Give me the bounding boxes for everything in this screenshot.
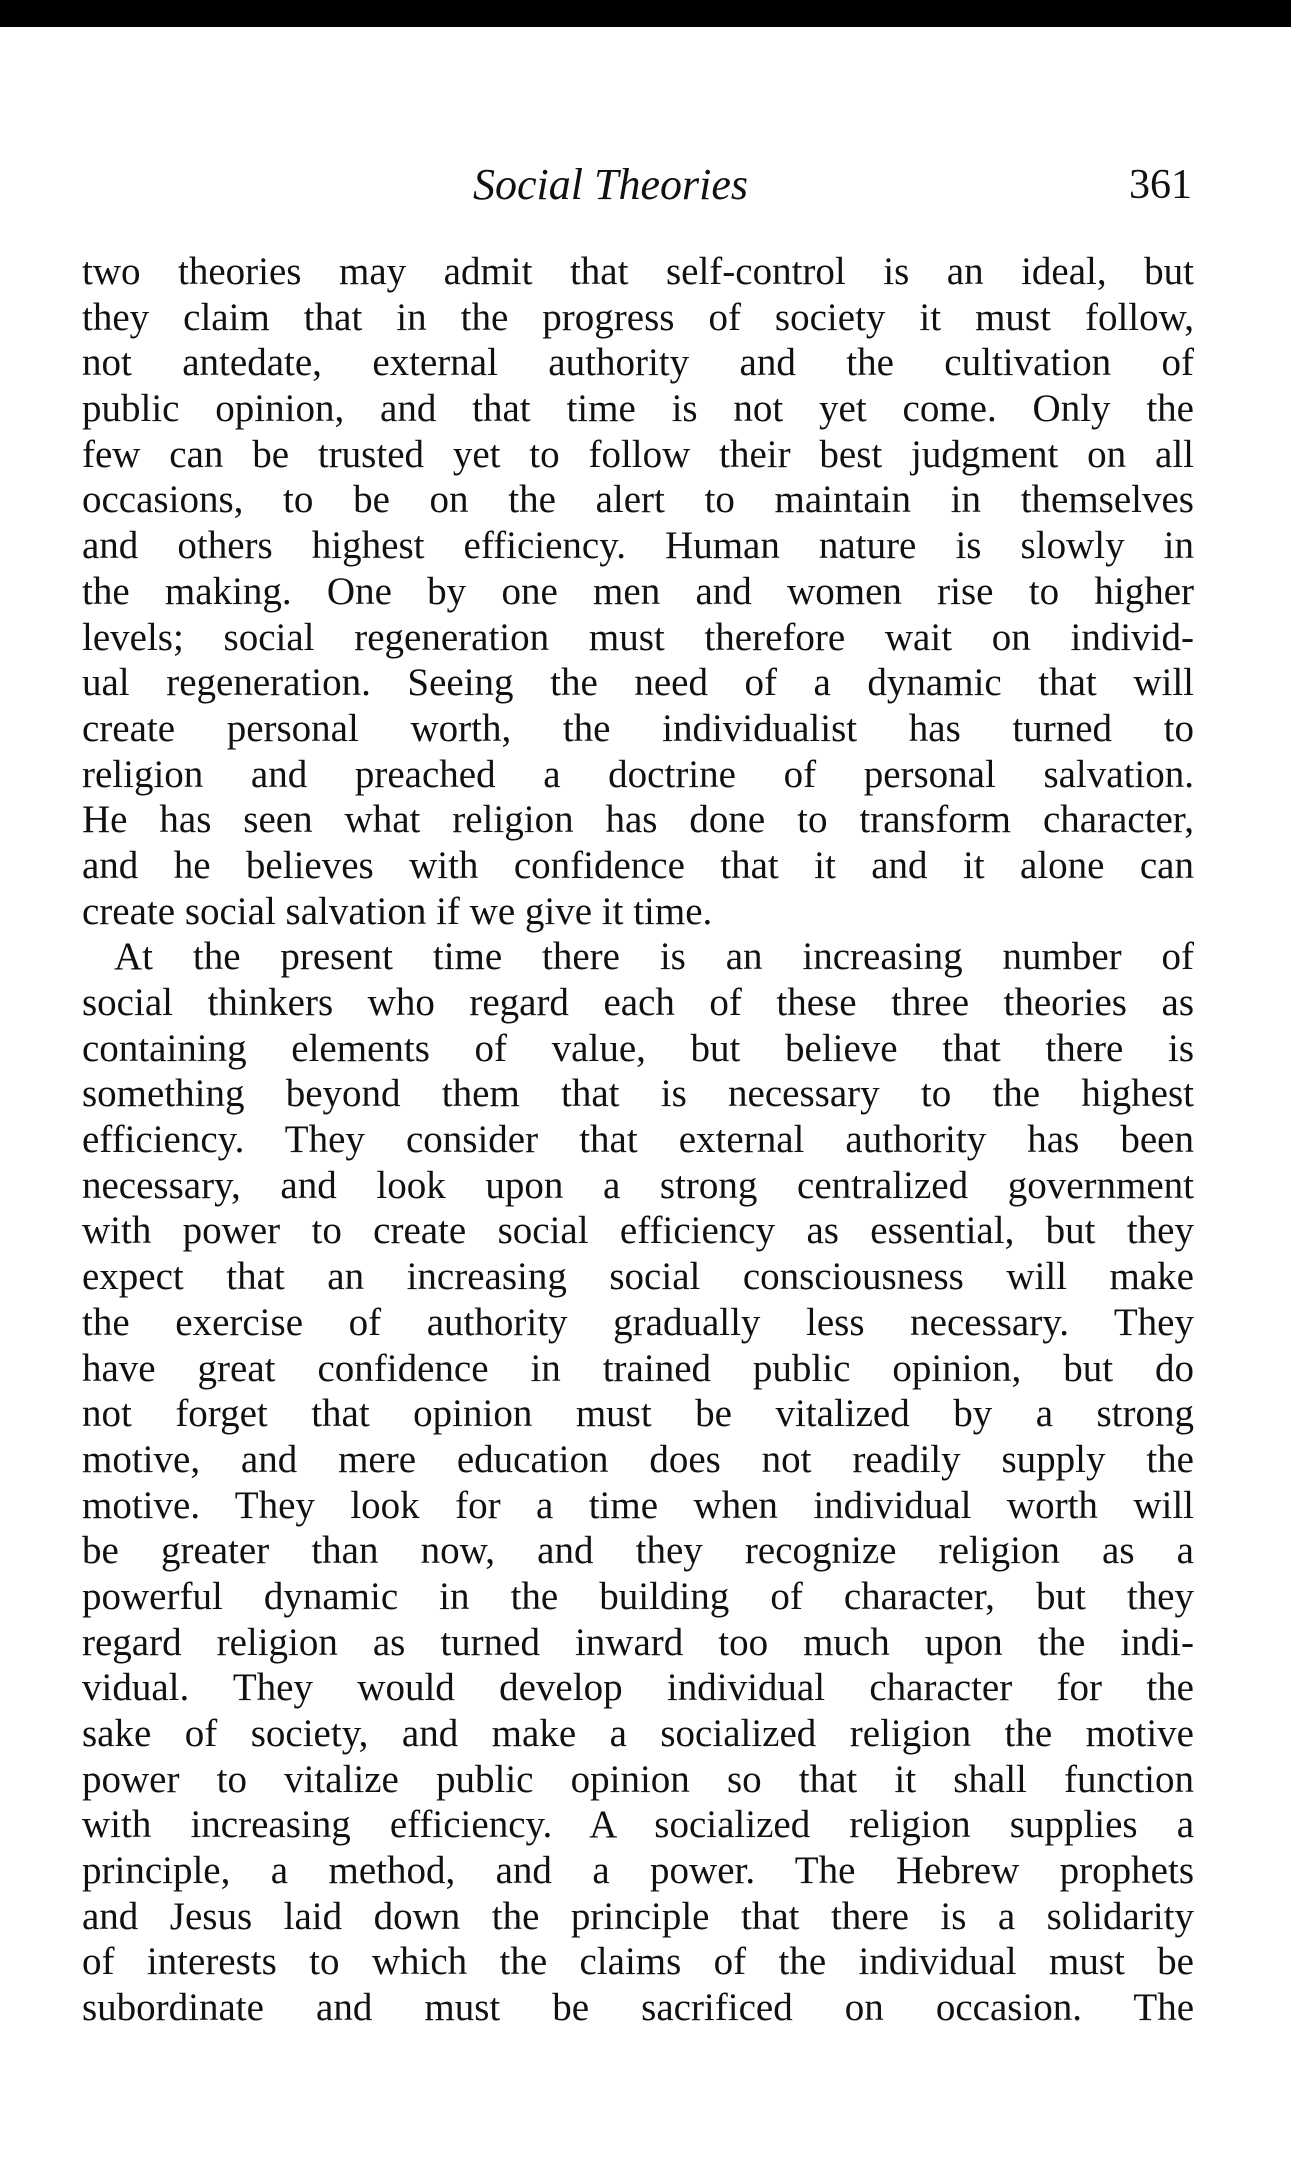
body-text: [82, 249, 1194, 2031]
text-line: something beyond them that is necessary to the highest: [82, 1072, 1194, 1116]
page-number: 361: [1129, 162, 1192, 208]
text-line: be greater than now, and they recognize religion as a: [82, 1529, 1194, 1573]
running-head: [0, 160, 1291, 210]
text-line: and Jesus laid down the principle that there is a solidarity: [82, 1894, 1194, 1938]
text-line: and others highest efficiency. Human nature is slowly in: [82, 524, 1194, 568]
text-line: subordinate and must be sacrificed on occasion. The: [82, 1986, 1194, 2030]
text-line: necessary, and look upon a strong centralized government: [82, 1163, 1194, 1207]
text-line: He has seen what religion has done to transform character,: [82, 798, 1194, 842]
text-line: with increasing efficiency. A socialized religion supplies a: [82, 1803, 1194, 1847]
text-line: create personal worth, the individualist has turned to: [82, 706, 1194, 750]
text-line: sake of society, and make a socialized religion the motive: [82, 1712, 1194, 1755]
text-line: two theories may admit that self-control is an ideal, but: [82, 250, 1194, 293]
text-line: public opinion, and that time is not yet come. Only the: [82, 387, 1194, 431]
text-line: levels; social regeneration must therefore wait on individ-: [82, 615, 1194, 659]
text-line: they claim that in the progress of society it must follow,: [82, 295, 1194, 339]
text-line: principle, a method, and a power. The Hebrew prophets: [82, 1849, 1194, 1893]
scan-border: [0, 0, 1291, 27]
text-line: motive. They look for a time when individual worth will: [82, 1483, 1194, 1527]
text-line: vidual. They would develop individual character for the: [82, 1666, 1194, 1710]
text-line: efficiency. They consider that external authority has been: [82, 1118, 1194, 1162]
text-line: powerful dynamic in the building of character, but they: [82, 1574, 1194, 1618]
text-line: ual regeneration. Seeing the need of a dynamic that will: [82, 661, 1194, 705]
text-line: expect that an increasing social consciousness will make: [82, 1255, 1194, 1299]
text-line: social thinkers who regard each of these three theories as: [82, 981, 1194, 1024]
text-line: regard religion as turned inward too much upon the indi-: [82, 1620, 1194, 1664]
text-line: occasions, to be on the alert to maintain in themselves: [82, 478, 1194, 522]
text-line: not forget that opinion must be vitalized by a strong: [82, 1392, 1194, 1436]
text-line: not antedate, external authority and the cultivation of: [82, 341, 1194, 385]
text-line: with power to create social efficiency as essential, but they: [82, 1209, 1194, 1253]
text-line: the exercise of authority gradually less necessary. They: [82, 1300, 1194, 1344]
text-line: motive, and mere education does not readily supply the: [82, 1437, 1194, 1481]
text-line: few can be trusted yet to follow their best judgment on all: [82, 432, 1194, 476]
text-line: have great confidence in trained public opinion, but do: [82, 1346, 1194, 1390]
text-line: containing elements of value, but believe that there is: [82, 1026, 1194, 1070]
text-line: power to vitalize public opinion so that it shall function: [82, 1757, 1194, 1801]
text-line: At the present time there is an increasing number of: [114, 935, 1194, 979]
text-line: of interests to which the claims of the individual must be: [82, 1940, 1194, 1984]
text-line: religion and preached a doctrine of personal salvation.: [82, 752, 1194, 796]
text-line: create social salvation if we give it time.: [82, 889, 713, 933]
text-line: the making. One by one men and women rise to higher: [82, 569, 1194, 613]
text-line: and he believes with confidence that it and it alone can: [82, 843, 1194, 887]
running-head-title: Social Theories: [473, 160, 748, 209]
